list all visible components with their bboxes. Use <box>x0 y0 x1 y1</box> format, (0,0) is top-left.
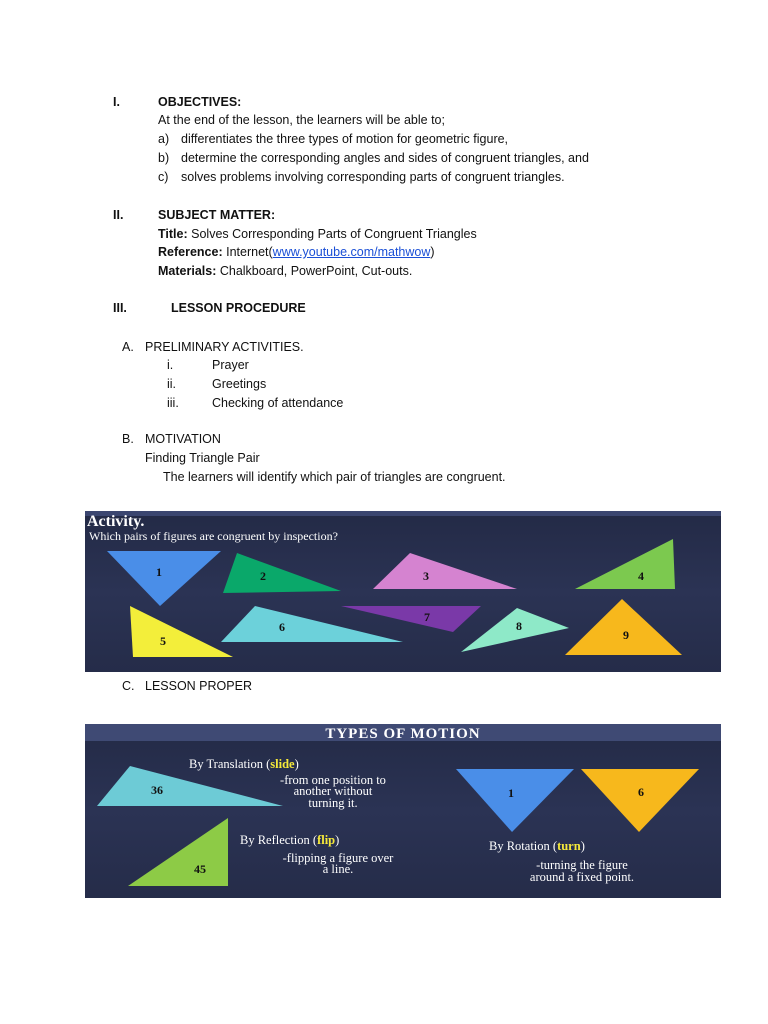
preliminary-marker-1: i. <box>167 358 174 372</box>
reference-label: Reference: <box>158 245 223 259</box>
triangle-label-5: 5 <box>160 634 166 648</box>
triangle-9 <box>565 599 682 655</box>
triangle-1 <box>107 551 221 606</box>
preliminary-item-greetings: Greetings <box>212 377 267 391</box>
translation-desc-line-2: another without <box>293 784 373 798</box>
objective-item-c: solves problems involving corresponding parts of congruent triangles. <box>181 170 565 184</box>
subject-matter-numeral: II. <box>113 208 124 222</box>
lesson-proper-heading: LESSON PROPER <box>145 679 252 693</box>
translation-triangle <box>97 766 283 806</box>
motion-figures <box>85 724 721 898</box>
reflection-keyword: flip <box>317 833 336 847</box>
reference-line <box>158 245 435 260</box>
rotation-desc-line-2: around a fixed point. <box>529 870 635 884</box>
reference-prefix: Internet( <box>226 245 273 259</box>
reference-link[interactable]: www.youtube.com/mathwow <box>272 245 431 259</box>
preliminary-marker-2: ii. <box>167 377 177 391</box>
preliminary-item-attendance: Checking of attendance <box>212 396 344 410</box>
triangle-7 <box>341 606 481 632</box>
reflection-desc-line-2: a line. <box>322 862 354 876</box>
objective-item-b: determine the corresponding angles and sides of congruent triangles, and <box>181 151 589 165</box>
title-label: Title: <box>158 227 188 241</box>
preliminary-heading: PRELIMINARY ACTIVITIES. <box>145 340 304 354</box>
reflection-triangle <box>128 818 228 886</box>
triangle-label-9: 9 <box>623 628 629 642</box>
triangle-label-6: 6 <box>279 620 285 634</box>
activity-figures <box>85 511 721 672</box>
triangle-label-4: 4 <box>638 569 644 583</box>
motion-slide <box>85 724 721 898</box>
triangle-5 <box>130 606 233 657</box>
materials-line <box>158 264 412 279</box>
translation-desc-line-1: -from one position to <box>280 773 386 787</box>
materials-value: Chalkboard, PowerPoint, Cut-outs. <box>219 264 413 278</box>
title-line <box>158 227 477 242</box>
motivation-subheading: Finding Triangle Pair <box>145 451 260 465</box>
activity-title: Activity. <box>87 513 145 530</box>
triangle-label-7: 7 <box>424 610 430 624</box>
reflection-shape-label: 45 <box>194 862 206 876</box>
translation-heading <box>189 757 299 771</box>
materials-label: Materials: <box>158 264 217 278</box>
translation-prefix: By Translation ( <box>189 757 271 771</box>
motion-title: TYPES OF MOTION <box>325 726 481 742</box>
triangle-2 <box>223 553 341 593</box>
procedure-heading: LESSON PROCEDURE <box>171 301 306 315</box>
reflection-prefix: By Reflection ( <box>240 833 318 847</box>
triangle-label-1: 1 <box>156 565 162 579</box>
objective-item-a: differentiates the three types of motion for geometric figure, <box>181 132 509 146</box>
rotation-shape-label-1: 1 <box>508 786 514 800</box>
objectives-numeral: I. <box>113 95 120 109</box>
preliminary-marker: A. <box>122 340 134 354</box>
reflection-desc-line-1: -flipping a figure over <box>282 851 394 865</box>
rotation-shape-label-2: 6 <box>638 785 644 799</box>
slide-top-bar <box>85 511 721 516</box>
subject-matter-heading: SUBJECT MATTER: <box>158 208 276 222</box>
preliminary-item-prayer: Prayer <box>212 358 249 372</box>
rotation-suffix: ) <box>580 839 585 853</box>
triangle-4 <box>575 539 675 589</box>
rotation-desc-line-1: -turning the figure <box>536 858 628 872</box>
translation-desc-line-3: turning it. <box>308 796 358 810</box>
triangle-3 <box>373 553 517 589</box>
rotation-prefix: By Rotation ( <box>489 839 558 853</box>
rotation-keyword: turn <box>557 839 581 853</box>
objectives-intro: At the end of the lesson, the learners will be able to; <box>158 113 445 127</box>
triangle-label-2: 2 <box>260 569 266 583</box>
objectives-heading: OBJECTIVES: <box>158 95 242 109</box>
rotation-heading <box>489 839 585 853</box>
objective-marker-b: b) <box>158 151 170 165</box>
motivation-description: The learners will identify which pair of triangles are congruent. <box>163 470 506 484</box>
rotation-triangle-1 <box>456 769 574 832</box>
title-value: Solves Corresponding Parts of Congruent Triangles <box>191 227 477 241</box>
motivation-heading: MOTIVATION <box>145 432 221 446</box>
motivation-marker: B. <box>122 432 134 446</box>
activity-question: Which pairs of figures are congruent by inspection? <box>89 529 338 543</box>
procedure-numeral: III. <box>113 301 127 315</box>
reference-suffix: ) <box>430 245 435 259</box>
translation-keyword: slide <box>270 757 295 771</box>
triangle-8 <box>461 608 569 652</box>
reflection-heading <box>240 833 339 847</box>
activity-slide <box>85 511 721 672</box>
rotation-triangle-2 <box>581 769 699 832</box>
lesson-proper-marker: C. <box>122 679 135 693</box>
objective-marker-a: a) <box>158 132 170 146</box>
translation-shape-label: 36 <box>151 783 163 797</box>
translation-suffix: ) <box>294 757 299 771</box>
triangle-label-8: 8 <box>516 619 522 633</box>
triangle-label-3: 3 <box>423 569 429 583</box>
objective-marker-c: c) <box>158 170 169 184</box>
reflection-suffix: ) <box>335 833 340 847</box>
preliminary-marker-3: iii. <box>167 396 179 410</box>
